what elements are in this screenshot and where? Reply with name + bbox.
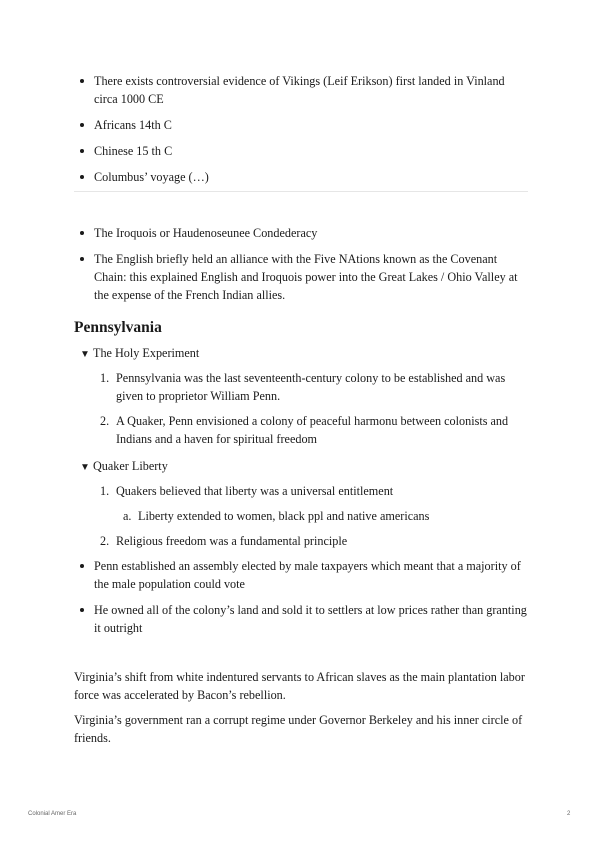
bullet-icon: [80, 231, 84, 235]
divider: [74, 191, 528, 192]
quaker-liberty-list-continued: [98, 532, 518, 557]
list-item: Africans 14th C: [74, 116, 528, 134]
list-item: Columbus’ voyage (…): [74, 168, 528, 186]
list-item: 2. Religious freedom was a fundamental principle: [100, 534, 348, 548]
list-item: Chinese 15 th C: [74, 142, 528, 160]
quaker-liberty-list: [98, 482, 518, 507]
exploration-list: [74, 72, 528, 194]
paragraph: Virginia’s government ran a corrupt regime under Governor Berkeley and his inner circle of friends.: [74, 713, 523, 745]
paragraph: Virginia’s shift from white indentured servants to African slaves as the main plantation labor force was accelerated by Bacon’s rebellion.: [74, 670, 525, 702]
toggle-triangle-icon[interactable]: ▼: [80, 462, 90, 473]
toggle-triangle-icon[interactable]: ▼: [80, 349, 90, 360]
list-item: The Iroquois or Haudenoseunee Condederacy: [74, 224, 528, 242]
penn-list: [74, 557, 528, 645]
toggle-quaker-liberty[interactable]: [80, 457, 168, 477]
toggle-holy-experiment[interactable]: [80, 344, 199, 364]
toggle-label: Quaker Liberty: [93, 459, 168, 473]
list-item: 1. Quakers believed that liberty was a universal entitlement: [100, 484, 394, 498]
list-item: The English briefly held an alliance with the Five NAtions known as the Covenant Chain: this explained English and Iroquois power into the Great Lakes / Ohio Valley at the expense of the French Indian allies.: [74, 250, 528, 304]
bullet-icon: [80, 175, 84, 179]
list-item: He owned all of the colony’s land and sold it to settlers at low prices rather than granting it outright: [74, 601, 528, 637]
quaker-sub-list: [120, 507, 520, 525]
section-heading: Pennsylvania: [74, 319, 162, 336]
list-item: 2. A Quaker, Penn envisioned a colony of peaceful harmonu between colonists and Indians and a haven for spiritual freedom: [100, 414, 509, 446]
bullet-icon: [80, 123, 84, 127]
iroquois-list: [74, 224, 528, 312]
bullet-icon: [80, 608, 84, 612]
bullet-icon: [80, 79, 84, 83]
bullet-icon: [80, 257, 84, 261]
list-item: a. Liberty extended to women, black ppl and native americans: [123, 509, 430, 523]
page-number: 2: [567, 811, 571, 817]
footer-title: Colonial Amer Era: [28, 811, 77, 817]
bullet-icon: [80, 149, 84, 153]
list-item: There exists controversial evidence of Vikings (Leif Erikson) first landed in Vinland circa 1000 CE: [74, 72, 528, 108]
list-item: 1. Pennsylvania was the last seventeenth-century colony to be established and was given to proprietor William Penn.: [100, 371, 506, 403]
toggle-label: The Holy Experiment: [93, 346, 200, 360]
bullet-icon: [80, 564, 84, 568]
list-item: Penn established an assembly elected by male taxpayers which meant that a majority of the male population could vote: [74, 557, 528, 593]
holy-experiment-list: [98, 369, 518, 455]
